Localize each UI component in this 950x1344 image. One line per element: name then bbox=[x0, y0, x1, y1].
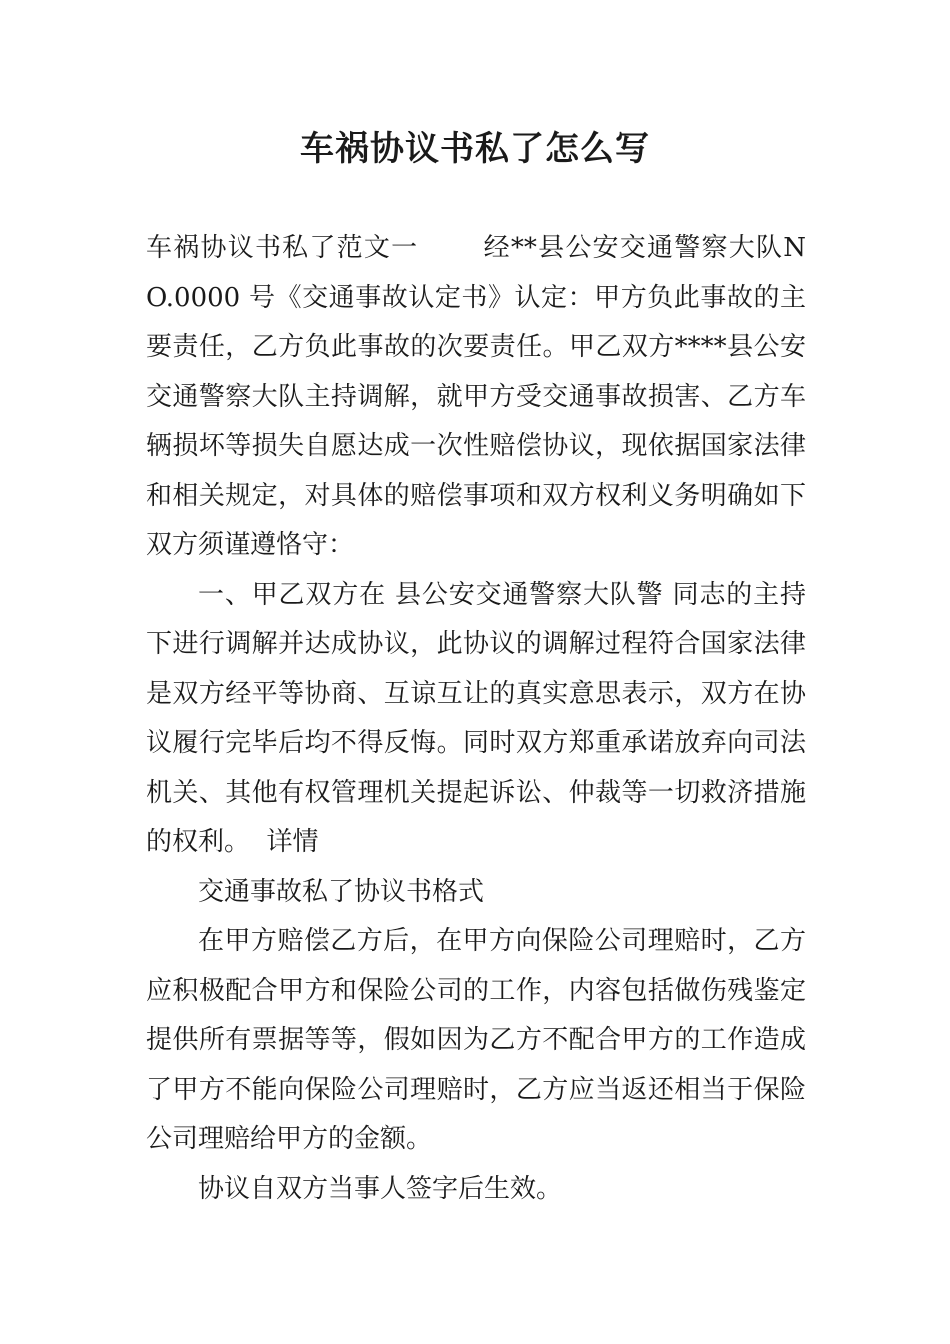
paragraph-insurance bbox=[146, 917, 806, 1165]
paragraph-text: 一、甲乙双方在 县公安交通警察大队警 同志的主持下进行调解并达成协议，此协议的调解过程符合国家法律是双方经平等协商、互谅互让的真实意思表示，双方在协议履行完毕后均不得反悔。同时双方郑重承诺放弃向司法机关、其他有权管理机关提起诉讼、仲裁等一切救济措施的权利。 bbox=[146, 579, 806, 857]
paragraph-lead: 车祸协议书私了范文一 bbox=[146, 233, 419, 263]
paragraph-text: 协议自双方当事人签字后生效。 bbox=[198, 1173, 563, 1204]
paragraph-subheading bbox=[146, 868, 806, 918]
document-body bbox=[146, 224, 806, 1214]
paragraph-text: 交通事故私了协议书格式 bbox=[198, 876, 485, 907]
paragraph-intro bbox=[146, 224, 806, 571]
paragraph-text: 在甲方赔偿乙方后，在甲方向保险公司理赔时，乙方应积极配合甲方和保险公司的工作，内容包括做伤残鉴定提供所有票据等等，假如因为乙方不配合甲方的工作造成了甲方不能向保险公司理赔时，乙方应当返还相当于保险公司理赔给甲方的金额。 bbox=[146, 926, 806, 1154]
details-link[interactable]: 详情 bbox=[266, 827, 319, 857]
paragraph-effective bbox=[146, 1165, 806, 1215]
paragraph-text: 经**县公安交通警察大队NO.0000 号《交通事故认定书》认定：甲方负此事故的主要责任，乙方负此事故的次要责任。甲乙双方****县公安交通警察大队主持调解，就甲方受交通事故损害、乙方车辆损坏等损失自愿达成一次性赔偿协议，现依据国家法律和相关规定，对具体的赔偿事项和双方权利义务明确如下双方须谨遵恪守： bbox=[146, 233, 806, 560]
paragraph-clause-one bbox=[146, 571, 806, 868]
document-title: 车祸协议书私了怎么写 bbox=[300, 129, 650, 169]
